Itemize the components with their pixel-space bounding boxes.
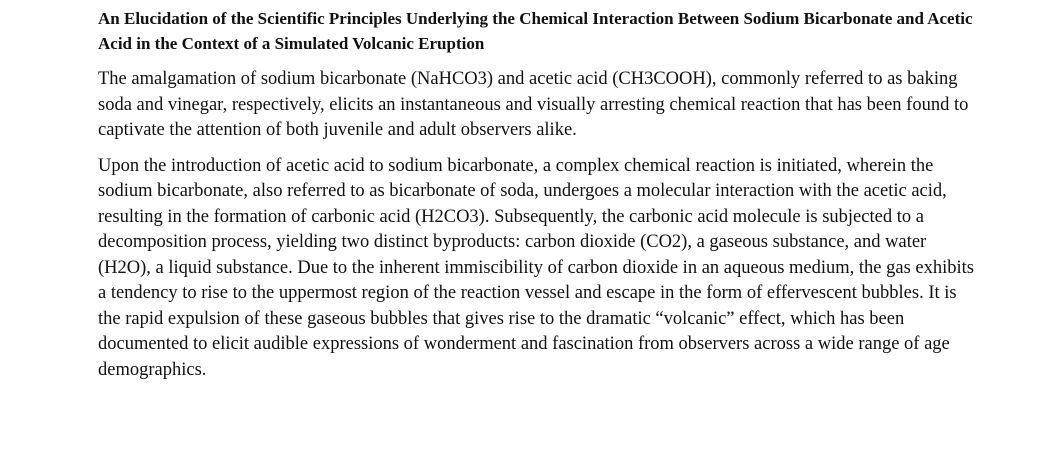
document-body [98,6,978,393]
paragraph-introduction: The amalgamation of sodium bicarbonate (NaHCO3) and acetic acid (CH3COOH), commonly referred to as baking soda and vinegar, respectively, elicits an instantaneous and visually arresting chemical reaction that has been found to captivate the attention of both juvenile and adult observers alike. [98,69,969,140]
paragraph-reaction-explanation: Upon the introduction of acetic acid to sodium bicarbonate, a complex chemical reaction is initiated, wherein the sodium bicarbonate, also referred to as bicarbonate of soda, undergoes a molecular interaction with the acetic acid, resulting in the formation of carbonic acid (H2CO3). Subsequently, the carbonic acid molecule is subjected to a decomposition process, yielding two distinct byproducts: carbon dioxide (CO2), a gaseous substance, and water (H2O), a liquid substance. Due to the inherent immiscibility of carbon dioxide in an aqueous medium, the gas exhibits a tendency to rise to the uppermost region of the reaction vessel and escape in the form of effervescent bubbles. It is the rapid expulsion of these gaseous bubbles that gives rise to the dramatic “volcanic” effect, which has been documented to elicit audible expressions of wonderment and fascination from observers across a wide range of age demographics. [98,155,974,380]
document-title: An Elucidation of the Scientific Principles Underlying the Chemical Interaction Between Sodium Bicarbonate and Acetic Acid in the Context of a Simulated Volcanic Eruption [98,9,973,53]
